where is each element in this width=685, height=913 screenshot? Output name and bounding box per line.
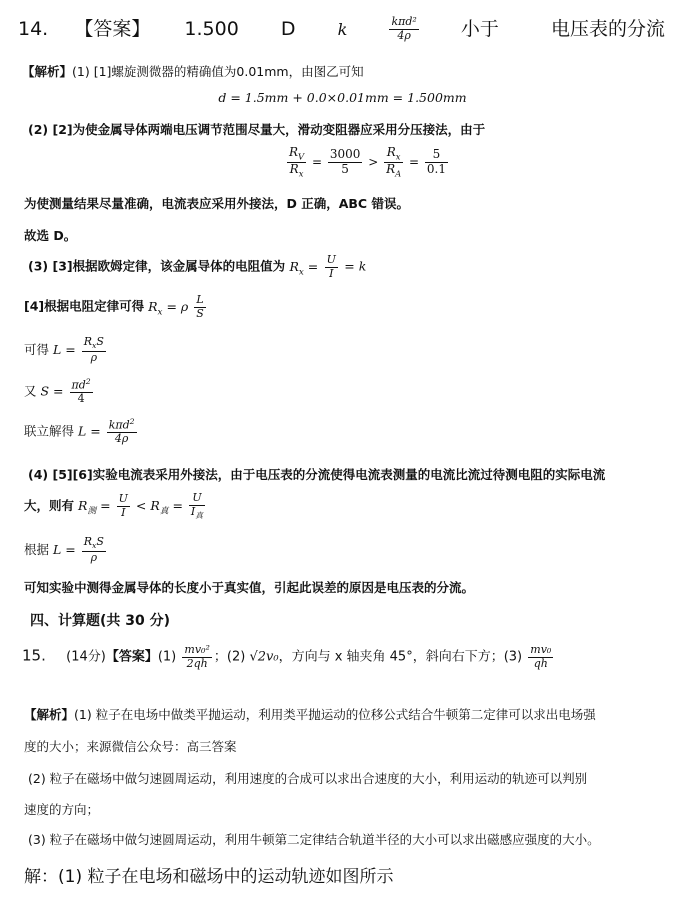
q14-analysis-3: 为使测量结果尽量准确，电流表应采用外接法，D 正确，ABC 错误。 bbox=[24, 196, 409, 211]
q14-eq2: $\frac{R_V}{R_x}$ = $\frac{3000}{5}$ > $\frac{R_x}{R_A}$ = $\frac{5}{0.1}$ bbox=[289, 145, 447, 179]
q15-analysis-1b: 度的大小；来源微信公众号：高三答案 bbox=[24, 739, 237, 754]
q14-analysis-8: 联立解得 L = $\frac{k\pi d^2}{4\rho}$ bbox=[24, 417, 135, 446]
q14-eq1: d = 1.5mm + 0.0×0.01mm = 1.500mm bbox=[218, 90, 467, 105]
q14-analysis-11: 根据 L = $\frac{R_xS}{\rho}$ bbox=[24, 535, 104, 565]
q14-answer-6: 电压表的分流 bbox=[551, 18, 666, 40]
q14-analysis-7: 又 S = $\frac{\pi d^2}{4}$ bbox=[24, 377, 91, 406]
q15-analysis-tag: 【解析】 bbox=[24, 707, 75, 722]
q14-analysis-4: (3) [3]根据欧姆定律，该金属导体的电阻值为 $R_x$ = $\frac{U}{I}$ = k bbox=[28, 253, 367, 280]
q14-analysis-2: (2) [2]为使金属导体两端电压调节范围尽量大，滑动变阻器应采用分压接法，由于 bbox=[28, 122, 486, 137]
q15-analysis-3: (3) 粒子在磁场中做匀速圆周运动，利用牛顿第二定律结合轨道半径的大小可以求出磁感应强度的大小。 bbox=[28, 832, 600, 847]
q14-answer-line bbox=[18, 14, 685, 43]
eq2-frac-rv-rx: $\frac{R_V}{R_x}$ bbox=[289, 145, 305, 179]
eq2-frac-5-01: $\frac{5}{0.1}$ bbox=[426, 147, 447, 177]
q14-answer-3: k bbox=[337, 20, 348, 39]
q14-choose: 故选 D。 bbox=[24, 228, 77, 243]
q14-analysis-5: [4]根据电阻定律可得 $R_x = \rho$ $\frac{L}{S}$ bbox=[24, 293, 204, 320]
q14-answer-1: 1.500 bbox=[184, 18, 239, 40]
q15-solution: 解：(1) 粒子在电场和磁场中的运动轨迹如图所示 bbox=[24, 867, 394, 887]
q14-analysis-1: 【解析】(1) [1]螺旋测微器的精确值为0.01mm，由图乙可知 bbox=[22, 64, 364, 79]
q15-answer-3: $\frac{\text{mv₀}}{qh}$ bbox=[530, 643, 552, 670]
q14-answer-tag: 【答案】 bbox=[74, 18, 151, 40]
q15-answer-1: $\frac{\text{mv₀²}}{2qh}$ bbox=[184, 643, 210, 670]
q15-analysis-2b: 速度的方向； bbox=[24, 802, 100, 817]
q15-analysis-1: 【解析】(1) 粒子在电场中做类平抛运动，利用类平抛运动的位移公式结合牛顿第二定律可以求出电场强 bbox=[24, 707, 596, 722]
q14-answer-2: D bbox=[280, 18, 296, 40]
q14-answer-4: $\frac{\text{kπd²}}{4\rho}$ bbox=[391, 15, 417, 42]
eq2-frac-3000-5: $\frac{3000}{5}$ bbox=[329, 147, 361, 177]
eq2-frac-rx-ra: $\frac{R_x}{R_A}$ bbox=[386, 145, 402, 179]
q15-answer-line: 15. (14分)【答案】(1) $\frac{\text{mv₀²}}{2qh}$ ；(2) √2v₀，方向与 x 轴夹角 45°，斜向右下方；(3) $\frac{\text{mv₀}}{qh}$ bbox=[22, 643, 552, 670]
q14-conclusion: 可知实验中测得金属导体的长度小于真实值，引起此误差的原因是电压表的分流。 bbox=[24, 580, 475, 595]
q15-number: 15. bbox=[22, 646, 46, 665]
q14-analysis-tag: 【解析】 bbox=[22, 64, 73, 79]
q14-analysis-9: (4) [5][6]实验电流表采用外接法，由于电压表的分流使得电流表测量的电流比流过待测电阻的实际电流 bbox=[28, 467, 606, 482]
q14-analysis-10: 大，则有 $R_测$ = $\frac{U}{I}$ < $R_真$ = $\frac{U}{I_真}$ bbox=[24, 491, 203, 520]
q14-number: 14. bbox=[18, 18, 49, 40]
q14-answer-5: 小于 bbox=[460, 18, 499, 40]
q14-analysis-6: 可得 L = $\frac{R_xS}{\rho}$ bbox=[24, 335, 104, 365]
q15-answer-2: √2v₀ bbox=[249, 649, 279, 665]
q15-analysis-2: (2) 粒子在磁场中做匀速圆周运动，利用速度的合成可以求出合速度的大小，利用运动的轨迹可以判别 bbox=[28, 771, 588, 786]
section-title: 四、计算题(共 30 分) bbox=[30, 613, 171, 629]
